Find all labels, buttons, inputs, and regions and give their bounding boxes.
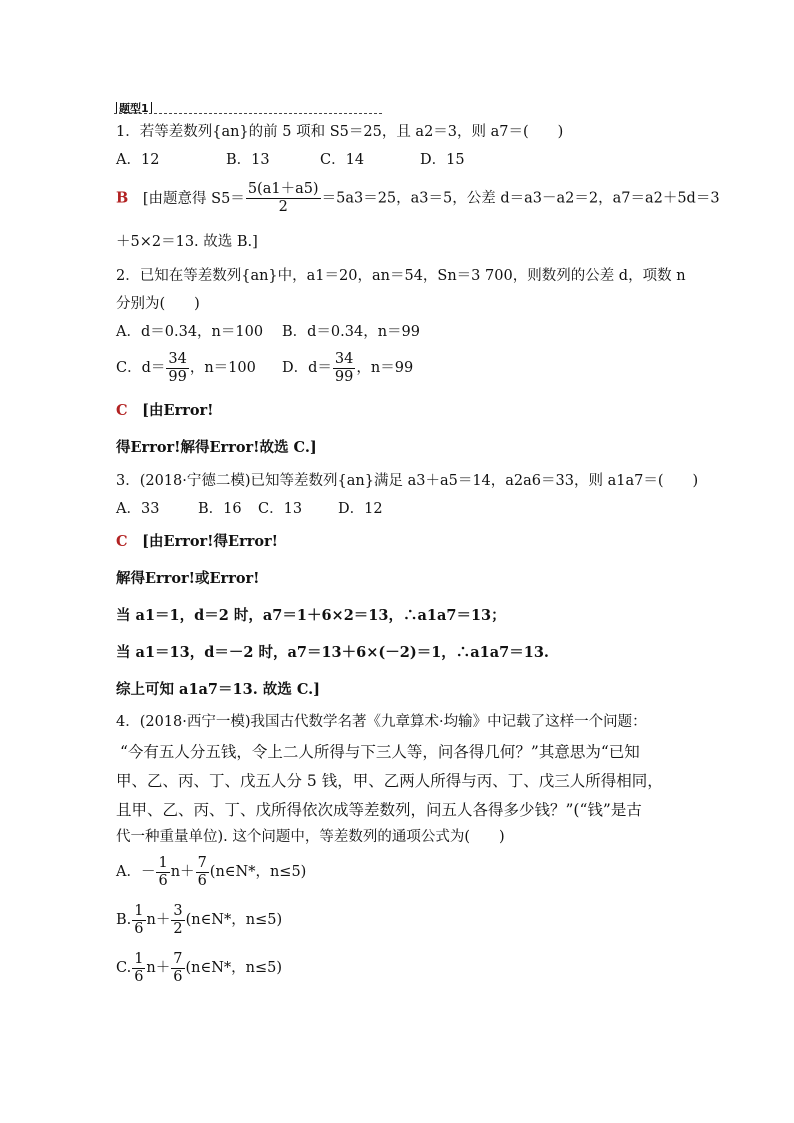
q1-sol-prefix: [由题意得 S5＝ xyxy=(142,190,245,207)
q2-solution-line1 xyxy=(116,401,214,421)
q1-option-b: B．13 xyxy=(226,152,270,168)
q4-opta-prefix: A．－ xyxy=(116,864,156,880)
q4-stem-line3: 甲、乙、丙、丁、戊五人分 5 钱，甲、乙两人所得与丙、丁、戊三人所得相同， xyxy=(116,772,663,790)
tag-bar-left xyxy=(116,102,117,113)
q4-optb-mid: n＋ xyxy=(146,912,171,928)
q4-optb-suffix: (n∈N*，n≤5) xyxy=(185,912,283,928)
q3-answer-letter: C xyxy=(116,533,128,550)
q4-stem-line2: “今有五人分五钱，令上二人所得与下三人等，问各得几何？”其意思为“已知 xyxy=(120,743,640,761)
q4-opta-frac2 xyxy=(196,855,209,890)
q2-solution-line2: 得Error!解得Error!故选 C.] xyxy=(116,439,317,456)
q4-stem-line5: 代一种重量单位). 这个问题中，等差数列的通项公式为( ) xyxy=(116,829,505,845)
q2-optc-prefix: C．d＝ xyxy=(116,360,166,376)
q2-optd-prefix: D．d＝ xyxy=(282,360,332,376)
q2-option-d xyxy=(282,350,413,386)
q2-optc-fraction xyxy=(166,351,188,386)
tag-dashed-rule xyxy=(114,113,382,114)
q1-sol-frac-num: 5(a1＋a5) xyxy=(247,181,319,197)
q2-optc-num: 34 xyxy=(168,350,187,367)
q4-optc-mid: n＋ xyxy=(146,960,171,976)
q2-sol-line1: [由Error! xyxy=(142,402,214,419)
q2-option-c xyxy=(116,350,256,386)
q4-optb-den1: 6 xyxy=(134,920,144,937)
q2-stem-line1: 2．已知在等差数列{an}中，a1＝20，an＝54，Sn＝3 700，则数列的公差 d，项数 n xyxy=(116,268,686,284)
q1-sol-frac-den: 2 xyxy=(278,199,288,215)
q3-sol-line1: [由Error!得Error! xyxy=(142,533,279,550)
q3-solution-line4: 当 a1＝13，d＝－2 时，a7＝13＋6×(－2)＝1，∴a1a7＝13. xyxy=(116,644,549,661)
q3-solution-line1 xyxy=(116,532,278,552)
q4-opta-num1: 1 xyxy=(158,854,168,871)
q3-solution-line5: 综上可知 a1a7＝13. 故选 C.] xyxy=(116,681,321,698)
q2-optc-den: 99 xyxy=(168,368,187,385)
q1-sol-fraction xyxy=(246,181,321,216)
q3-stem: 3．(2018·宁德二模)已知等差数列{an}满足 a3＋a5＝14，a2a6＝33，则 a1a7＝( ) xyxy=(116,473,699,489)
q4-optc-den1: 6 xyxy=(134,968,144,985)
q4-opta-den1: 6 xyxy=(158,872,168,889)
q4-optc-prefix: C. xyxy=(116,960,132,976)
q3-option-d: D．12 xyxy=(338,501,383,517)
q2-optd-suffix: ，n＝99 xyxy=(356,360,414,376)
q4-option-b xyxy=(116,901,282,939)
q4-opta-frac1 xyxy=(156,855,169,890)
q1-option-a: A．12 xyxy=(116,152,160,168)
q3-solution-line3: 当 a1＝1，d＝2 时，a7＝1＋6×2＝13，∴a1a7＝13； xyxy=(116,607,506,624)
q4-optc-frac1 xyxy=(132,951,145,986)
q4-optb-prefix: B. xyxy=(116,912,132,928)
q2-option-b: B．d＝0.34，n＝99 xyxy=(282,324,421,340)
q3-solution-line2: 解得Error!或Error! xyxy=(116,570,260,587)
q4-option-c xyxy=(116,949,282,987)
q1-solution-line1 xyxy=(116,181,720,216)
q3-option-b: B．16 xyxy=(198,501,242,517)
q4-stem-line4: 且甲、乙、丙、丁、戊所得依次成等差数列，问五人各得多少钱？”(“钱”是古 xyxy=(116,801,642,819)
q2-optd-fraction xyxy=(333,351,355,386)
q4-opta-num2: 7 xyxy=(197,854,207,871)
tag-text: 题型1 xyxy=(119,102,149,115)
q4-optb-den2: 2 xyxy=(173,920,183,937)
q2-option-a: A．d＝0.34，n＝100 xyxy=(116,324,264,340)
q4-opta-den2: 6 xyxy=(197,872,207,889)
q1-solution-line2: ＋5×2＝13. 故选 B.] xyxy=(116,234,258,250)
q4-opta-suffix: (n∈N*，n≤5) xyxy=(209,864,307,880)
q4-optb-num2: 3 xyxy=(173,902,183,919)
q4-stem-line1: 4．(2018·西宁一模)我国古代数学名著《九章算术·均输》中记载了这样一个问题： xyxy=(116,714,647,730)
q2-optc-suffix: ，n＝100 xyxy=(189,360,256,376)
q3-option-c: C．13 xyxy=(258,501,303,517)
q1-option-c: C．14 xyxy=(320,152,365,168)
q1-stem: 1．若等差数列{an}的前 5 项和 S5＝25，且 a2＝3，则 a7＝( ) xyxy=(116,124,564,140)
q4-optc-num1: 1 xyxy=(134,950,144,967)
q2-stem-line2: 分别为( ) xyxy=(116,296,200,312)
q4-optc-num2: 7 xyxy=(173,950,183,967)
q4-optc-den2: 6 xyxy=(173,968,183,985)
q4-optb-num1: 1 xyxy=(134,902,144,919)
q3-option-a: A．33 xyxy=(116,501,160,517)
q1-option-d: D．15 xyxy=(420,152,465,168)
q4-optc-suffix: (n∈N*，n≤5) xyxy=(185,960,283,976)
q4-opta-mid: n＋ xyxy=(170,864,195,880)
tag-bar-right xyxy=(151,102,152,113)
q1-sol-suffix: ＝5a3＝25，a3＝5，公差 d＝a3－a2＝2，a7＝a2＋5d＝3 xyxy=(321,190,720,207)
q2-optd-num: 34 xyxy=(334,350,354,367)
q2-optd-den: 99 xyxy=(334,368,354,385)
q4-optb-frac1 xyxy=(132,903,145,938)
q4-option-a xyxy=(116,853,306,891)
q1-answer-letter: B xyxy=(116,189,129,207)
q4-optb-frac2 xyxy=(171,903,184,938)
q4-optc-frac2 xyxy=(171,951,184,986)
q2-answer-letter: C xyxy=(116,402,128,419)
